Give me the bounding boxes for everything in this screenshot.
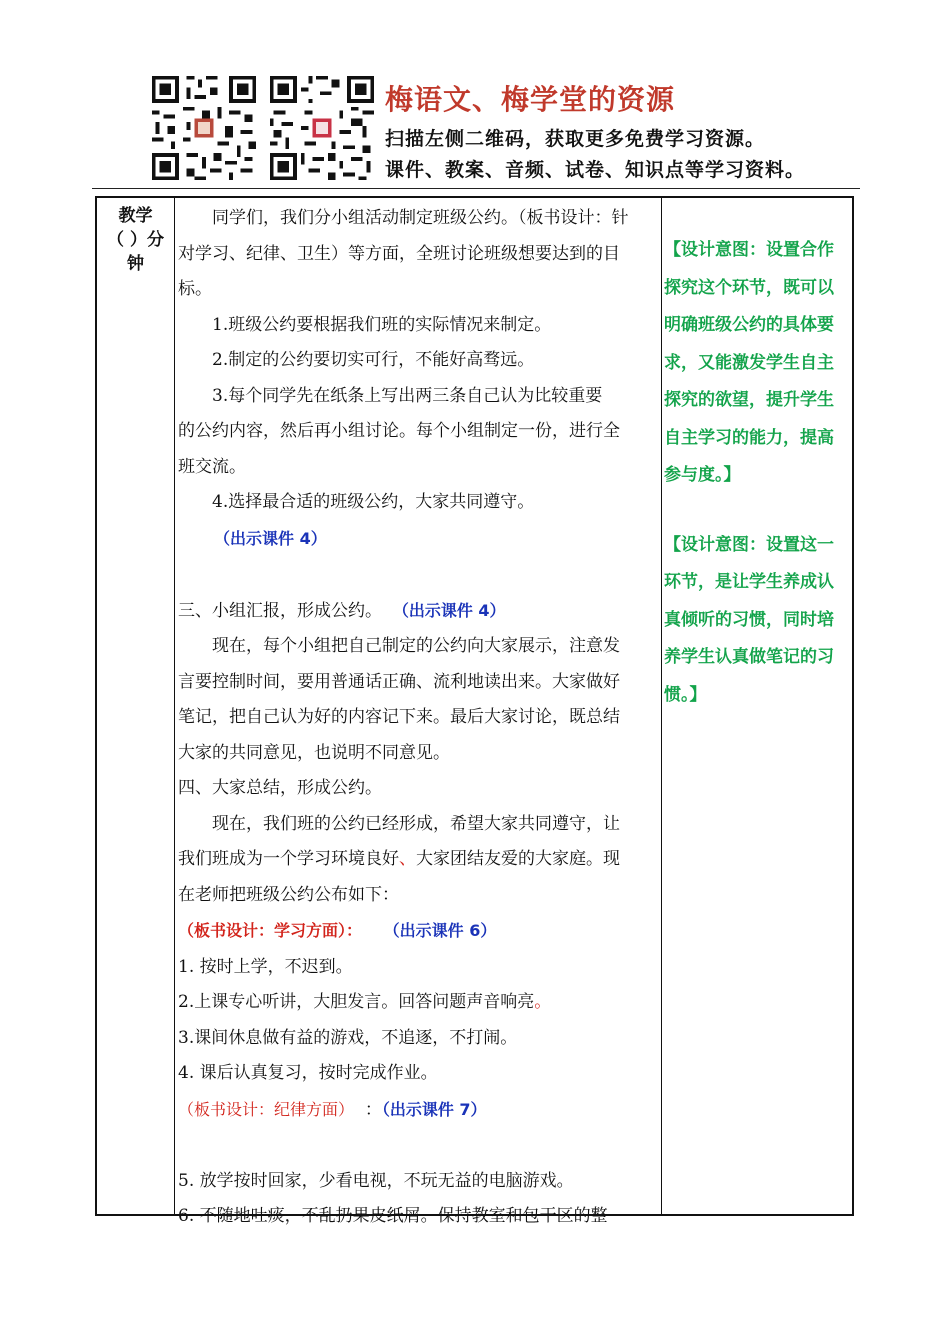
list-item: 3.每个同学先在纸条上写出两三条自己认为比较重要 bbox=[212, 385, 603, 406]
header-divider bbox=[92, 188, 860, 189]
list-item: 4.选择最合适的班级公约，大家共同遵守。 bbox=[212, 492, 535, 512]
design-intent-line: 参与度。】 bbox=[664, 465, 741, 485]
list-item: 2.制定的公约要切实可行，不能好高骛远。 bbox=[212, 350, 535, 370]
text-line: 标。 bbox=[178, 279, 212, 299]
rule-item: 4. 课后认真复习，按时完成作业。 bbox=[178, 1063, 438, 1083]
brand-line-1: 扫描左侧二维码，获取更多免费学习资源。 bbox=[385, 128, 766, 150]
design-intent-line: 探究的欲望，提升学生 bbox=[664, 390, 834, 410]
design-intent-line: 【设计意图：设置合作 bbox=[664, 240, 834, 260]
qr-code-icon bbox=[266, 72, 378, 184]
design-intent-line: 明确班级公约的具体要 bbox=[664, 315, 834, 335]
rule-item: 5. 放学按时回家，少看电视，不玩无益的电脑游戏。 bbox=[178, 1170, 574, 1191]
text-line: 大家的共同意见，也说明不同意见。 bbox=[178, 742, 450, 763]
design-intent-line: 自主学习的能力，提高 bbox=[664, 427, 834, 448]
section-heading bbox=[178, 593, 660, 630]
text-line: 对学习、纪律、卫生）等方面，全班讨论班级想要达到的目 bbox=[178, 243, 620, 264]
courseware-note: （出示课件 6） bbox=[383, 921, 497, 940]
time-label-1: 教学 bbox=[118, 206, 153, 226]
column-divider bbox=[661, 198, 662, 1214]
text-line: 现在，每个小组把自己制定的公约向大家展示，注意发 bbox=[212, 636, 620, 656]
qr-code-left bbox=[148, 72, 260, 184]
lesson-content bbox=[178, 201, 660, 1235]
design-intent-line: 真倾听的习惯，同时培 bbox=[664, 609, 834, 630]
text-line: 同学们，我们分小组活动制定班级公约。（板书设计：针 bbox=[212, 208, 629, 228]
time-label-2: （ ）分 bbox=[107, 230, 164, 250]
section-title: 三、小组汇报，形成公约。 bbox=[178, 600, 382, 621]
board-design-note: （板书设计：学习方面）： bbox=[178, 921, 363, 940]
design-intent-line: 探究这个环节，既可以 bbox=[664, 277, 834, 298]
text-line: 的公约内容，然后再小组讨论。每个小组制定一份，进行全 bbox=[178, 421, 620, 441]
text-line: 在老师把班级公约公布如下： bbox=[178, 884, 399, 905]
text-line: 现在，我们班的公约已经形成，希望大家共同遵守，让 bbox=[212, 813, 620, 834]
rule-item: 6. 不随地吐痰，不乱扔果皮纸屑。保持教室和包干区的整 bbox=[178, 1206, 608, 1226]
design-intent-line: 【设计意图：设置这一 bbox=[664, 534, 834, 555]
text-line: 我们班成为一个学习环境良好、大家团结友爱的大家庭。现 bbox=[178, 849, 620, 869]
qr-code-icon bbox=[148, 72, 260, 184]
time-cell bbox=[97, 198, 174, 276]
rule-item: 1. 按时上学，不迟到。 bbox=[178, 956, 353, 977]
text-line: 笔记，把自己认为好的内容记下来。最后大家讨论，既总结 bbox=[178, 707, 620, 727]
text-line: 言要控制时间，要用普通话正确、流利地读出来。大家做好 bbox=[178, 671, 620, 692]
column-divider bbox=[174, 198, 175, 1214]
rule-item: 2.上课专心听讲，大胆发言。回答问题声音响亮。 bbox=[178, 992, 552, 1012]
rule-item: 3.课间休息做有益的游戏，不追逐，不打闹。 bbox=[178, 1027, 518, 1048]
lesson-table bbox=[95, 196, 854, 1226]
list-item: 1.班级公约要根据我们班的实际情况来制定。 bbox=[212, 314, 552, 335]
section-title: 四、大家总结，形成公约。 bbox=[178, 778, 382, 798]
board-design-line: （板书设计：纪律方面） ：（出示课件 7） bbox=[178, 1099, 487, 1120]
design-intent-line: 惯。】 bbox=[664, 684, 707, 705]
design-intent-line: 求，又能激发学生自主 bbox=[664, 352, 834, 373]
time-label-3: 钟 bbox=[127, 254, 144, 274]
board-design-note: （板书设计：纪律方面） bbox=[178, 1099, 355, 1119]
page-header bbox=[148, 72, 868, 184]
courseware-note: （出示课件 4） bbox=[392, 600, 506, 620]
courseware-note: （出示课件 7） bbox=[381, 1099, 487, 1119]
design-intent-line: 养学生认真做笔记的习 bbox=[664, 647, 834, 667]
brand-title: 梅语文、梅学堂的资源 bbox=[385, 83, 676, 116]
courseware-note: （出示课件 4） bbox=[214, 528, 327, 548]
qr-code-right bbox=[266, 72, 378, 184]
text-line: 班交流。 bbox=[178, 456, 246, 477]
board-design-line bbox=[178, 913, 660, 950]
design-intent-cell bbox=[664, 232, 854, 714]
brand-line-2: 课件、教案、音频、试卷、知识点等学习资料。 bbox=[385, 159, 806, 181]
design-intent-line: 环节，是让学生养成认 bbox=[664, 572, 834, 592]
